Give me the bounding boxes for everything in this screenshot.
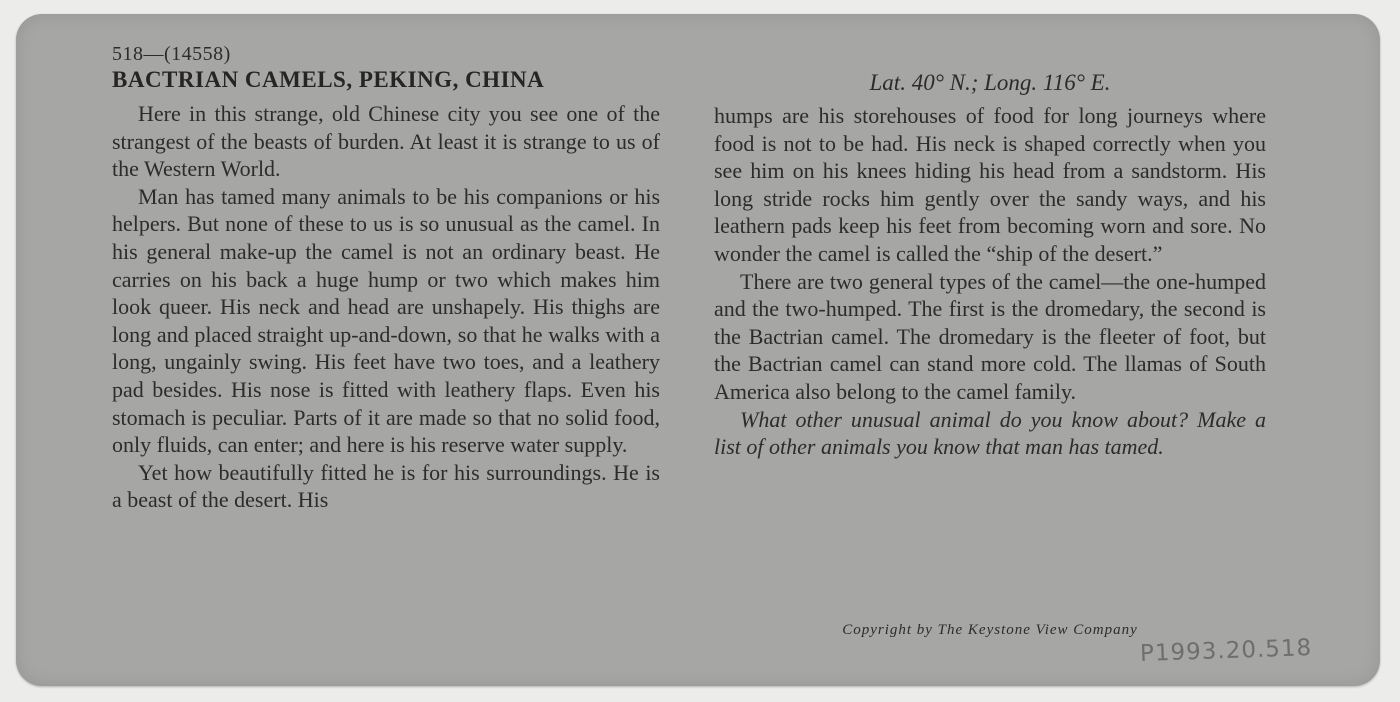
paragraph-camel-types: There are two general types of the camel—the one-humped and the two-humped. The first is the dromedary, the second is the Bactrian camel. The dromedary is the fleeter of foot, but the Bactrian camel can stand more cold. The llamas of South America also belong to the camel family. — [714, 268, 1266, 404]
paragraph-intro: Here in this strange, old Chinese city you see one of the strangest of the beasts of burden. At least it is strange to us of the Western World. — [112, 101, 660, 182]
paragraph-surroundings-continued: humps are his storehouses of food for long journeys where food is not to be had. His neck is shaped correctly when you see him on his knees hiding his head from a sandstorm. His long stride rocks him gently over the sandy ways, and his leathern pads keep his feet from becoming worn and sore. No wonder the camel is called the “ship of the desert.” — [714, 103, 1266, 266]
accession-number: P1993.20.518 — [1139, 635, 1313, 667]
paragraph-surroundings: Yet how beautifully fitted he is for his surroundings. He is a beast of the desert. His — [112, 459, 660, 513]
paragraph-question: What other unusual animal do you know about? Make a list of other animals you know that man has tamed. — [714, 406, 1266, 460]
stereograph-card-back — [16, 14, 1380, 686]
right-body-text — [714, 102, 1266, 461]
card-title: BACTRIAN CAMELS, PEKING, CHINA — [112, 67, 545, 92]
lat-long: Lat. 40° N.; Long. 116° E. — [869, 70, 1111, 95]
paragraph-anatomy: Man has tamed many animals to be his companions or his helpers. But none of these to us is so unusual as the camel. In his general make-up the camel is not an ordinary beast. He carries on his back a huge hump or two which makes him look queer. His neck and head are unshapely. His thighs are long and placed straight up-and-down, so that he walks with a long, ungainly swing. His feet have two toes, and a leathery pad besides. His nose is fitted with leathery flaps. Even his stomach is peculiar. Parts of it are made so that no solid food, only fluids, can enter; and here is his reserve water supply. — [112, 183, 660, 458]
copyright-line: Copyright by The Keystone View Company — [842, 622, 1138, 638]
left-body-text — [112, 100, 660, 514]
card-reference-number: 518—(14558) — [112, 43, 231, 65]
